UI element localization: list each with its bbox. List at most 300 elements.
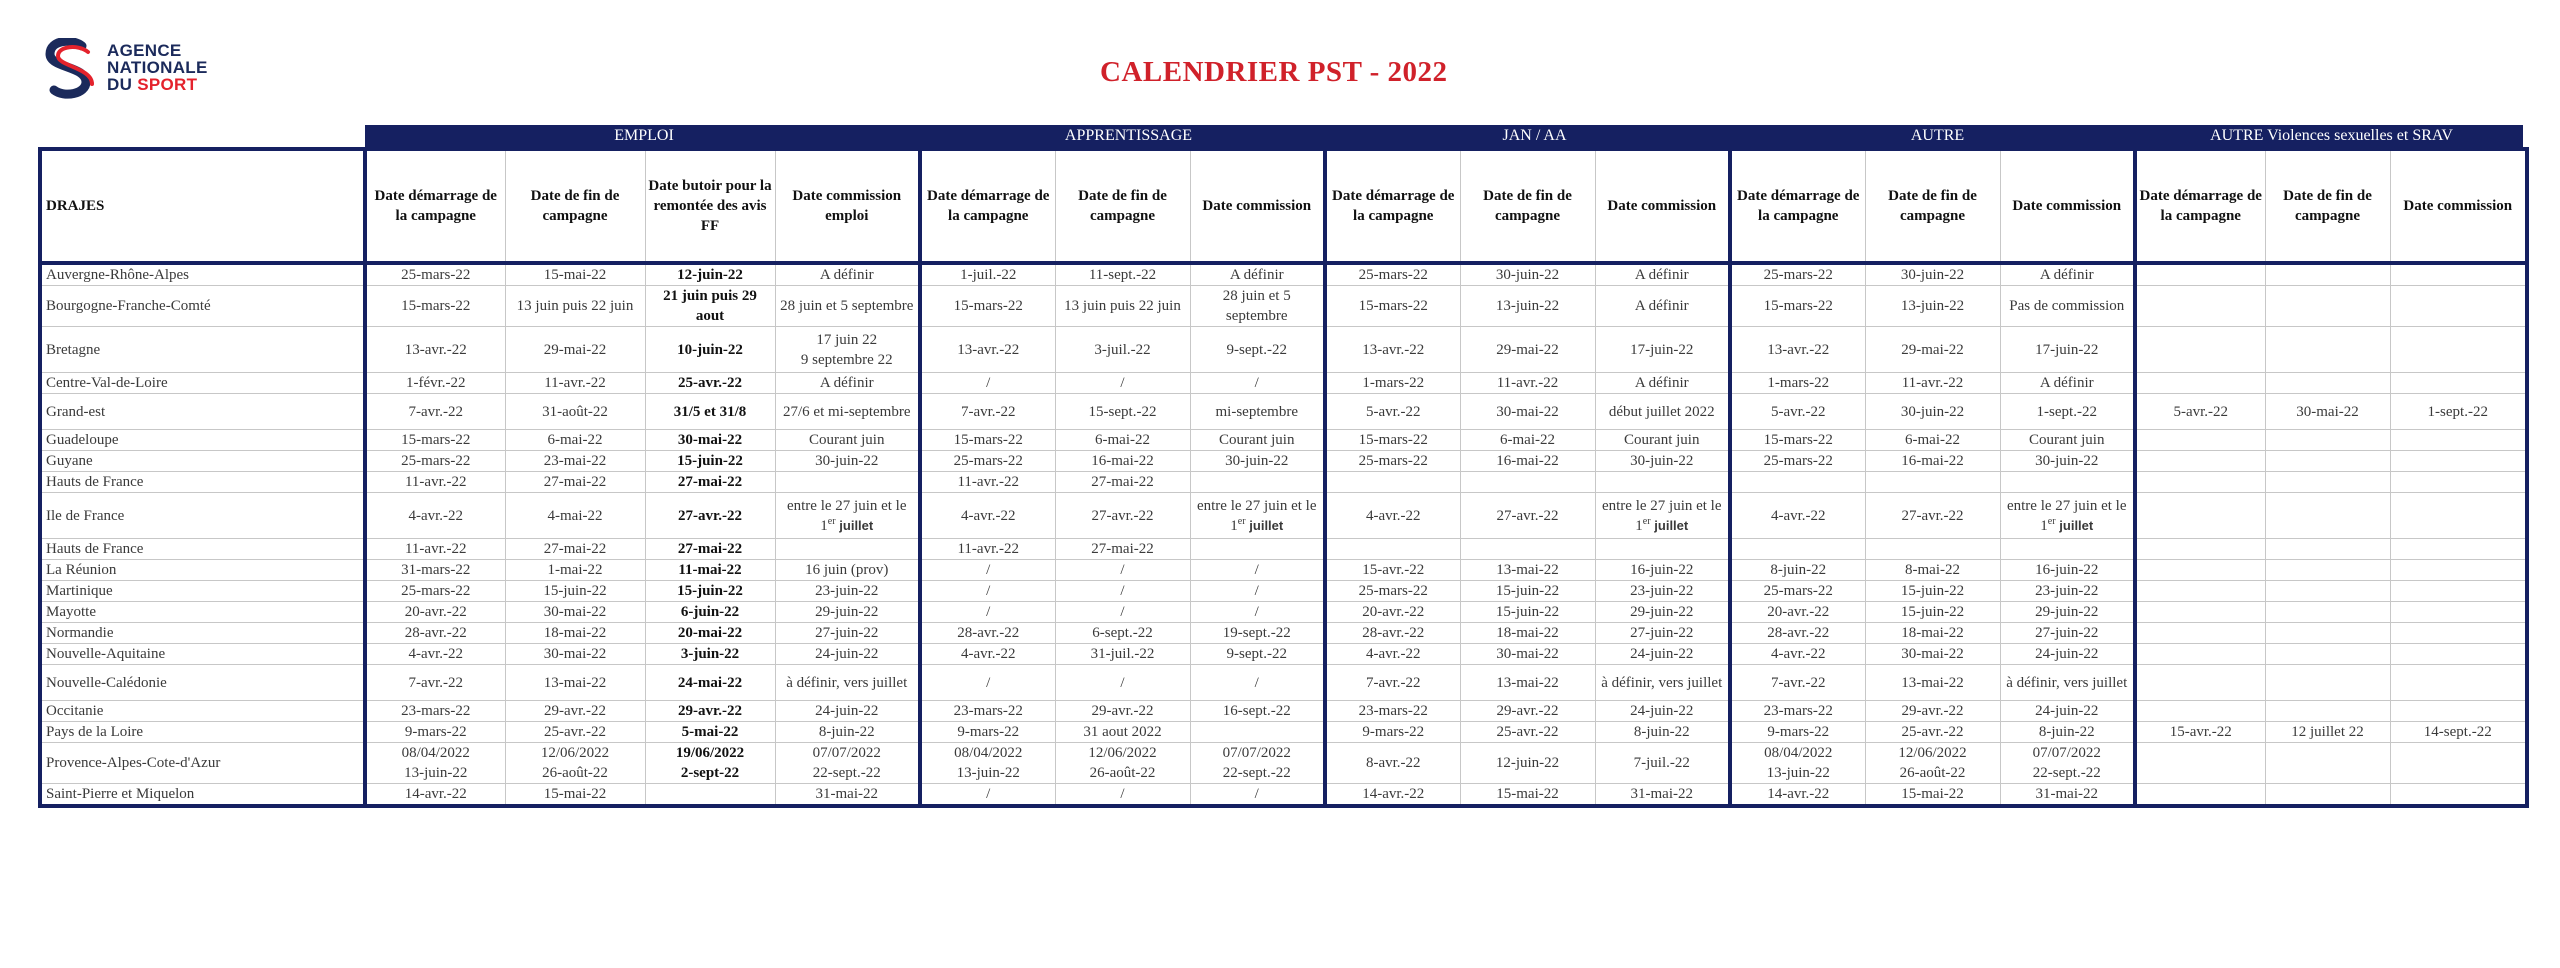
date-cell: 27-mai-22 xyxy=(505,472,645,493)
date-cell: 8-juin-22 xyxy=(1595,722,1730,743)
date-cell xyxy=(2390,539,2527,560)
date-cell xyxy=(2000,472,2135,493)
date-cell: 17 juin 22 9 septembre 22 xyxy=(775,327,920,373)
group-header-band xyxy=(365,125,2523,147)
date-cell xyxy=(2265,743,2390,784)
date-cell xyxy=(2135,286,2265,327)
date-cell: 31/5 et 31/8 xyxy=(645,394,775,430)
date-cell xyxy=(2265,286,2390,327)
date-cell: 13 juin puis 22 juin xyxy=(505,286,645,327)
date-cell xyxy=(2135,784,2265,807)
date-cell: 18-mai-22 xyxy=(505,623,645,644)
date-cell: 27-mai-22 xyxy=(1055,472,1190,493)
logo-line-1: AGENCE xyxy=(107,41,182,60)
column-header: Date de fin de campagne xyxy=(1865,149,2000,263)
date-cell: 11-mai-22 xyxy=(645,560,775,581)
date-cell: 15-sept.-22 xyxy=(1055,394,1190,430)
date-cell xyxy=(2265,430,2390,451)
date-cell: à définir, vers juillet xyxy=(775,665,920,701)
table-row xyxy=(40,327,2527,373)
date-cell: 11-avr.-22 xyxy=(505,373,645,394)
date-cell: 9-mars-22 xyxy=(365,722,505,743)
date-cell: 29-juin-22 xyxy=(2000,602,2135,623)
date-cell: 15-juin-22 xyxy=(645,451,775,472)
date-cell: 11-avr.-22 xyxy=(365,539,505,560)
date-cell: 6-sept.-22 xyxy=(1055,623,1190,644)
date-cell: A définir xyxy=(775,263,920,286)
date-cell xyxy=(2265,701,2390,722)
date-cell xyxy=(2135,472,2265,493)
date-cell xyxy=(2390,327,2527,373)
date-cell: 25-mars-22 xyxy=(365,581,505,602)
date-cell: entre le 27 juin et le 1er juillet xyxy=(2000,493,2135,539)
date-cell: 20-mai-22 xyxy=(645,623,775,644)
date-cell xyxy=(1730,539,1865,560)
table-row xyxy=(40,701,2527,722)
date-cell: 4-avr.-22 xyxy=(1325,493,1460,539)
date-cell xyxy=(2265,263,2390,286)
region-cell: Centre-Val-de-Loire xyxy=(40,373,365,394)
date-cell: 4-avr.-22 xyxy=(920,644,1055,665)
date-cell: 16-mai-22 xyxy=(1865,451,2000,472)
table-row xyxy=(40,430,2527,451)
date-cell: 27/6 et mi-septembre xyxy=(775,394,920,430)
date-cell: 5-mai-22 xyxy=(645,722,775,743)
date-cell: 13-avr.-22 xyxy=(365,327,505,373)
date-cell: 28 juin et 5 septembre xyxy=(1190,286,1325,327)
date-cell xyxy=(2390,701,2527,722)
group-autre: AUTRE xyxy=(1910,127,1965,144)
date-cell xyxy=(2135,623,2265,644)
date-cell: 11-avr.-22 xyxy=(1865,373,2000,394)
date-cell: 15-mars-22 xyxy=(1325,430,1460,451)
region-cell: Occitanie xyxy=(40,701,365,722)
date-cell: 4-mai-22 xyxy=(505,493,645,539)
table-row xyxy=(40,665,2527,701)
date-cell: 12 juillet 22 xyxy=(2265,722,2390,743)
date-cell: 25-avr.-22 xyxy=(1460,722,1595,743)
date-cell: 11-sept.-22 xyxy=(1055,263,1190,286)
date-cell: 30-juin-22 xyxy=(1460,263,1595,286)
date-cell: 07/07/2022 22-sept.-22 xyxy=(2000,743,2135,784)
date-cell: 27-mai-22 xyxy=(505,539,645,560)
date-cell: 30-juin-22 xyxy=(1190,451,1325,472)
group-autre-violences: AUTRE Violences sexuelles et SRAV xyxy=(2210,127,2453,144)
drajes-header: DRAJES xyxy=(40,149,365,263)
date-cell xyxy=(2390,743,2527,784)
date-cell xyxy=(2390,560,2527,581)
date-cell: 4-avr.-22 xyxy=(365,644,505,665)
date-cell xyxy=(2265,665,2390,701)
date-cell: 30-mai-22 xyxy=(505,602,645,623)
date-cell: / xyxy=(1190,665,1325,701)
date-cell: 6-juin-22 xyxy=(645,602,775,623)
date-cell: 14-avr.-22 xyxy=(1730,784,1865,807)
date-cell xyxy=(2390,451,2527,472)
date-cell: 29-juin-22 xyxy=(1595,602,1730,623)
date-cell: 6-mai-22 xyxy=(505,430,645,451)
date-cell: 16-juin-22 xyxy=(2000,560,2135,581)
date-cell xyxy=(2390,263,2527,286)
date-cell xyxy=(2390,644,2527,665)
column-header: Date de fin de campagne xyxy=(505,149,645,263)
date-cell: 15-mai-22 xyxy=(1865,784,2000,807)
date-cell: 27-avr.-22 xyxy=(645,493,775,539)
date-cell: 16-mai-22 xyxy=(1460,451,1595,472)
date-cell: 25-mars-22 xyxy=(920,451,1055,472)
table-row xyxy=(40,623,2527,644)
date-cell xyxy=(2390,665,2527,701)
date-cell: A définir xyxy=(775,373,920,394)
date-cell: 7-avr.-22 xyxy=(920,394,1055,430)
date-cell: 9-mars-22 xyxy=(920,722,1055,743)
date-cell: 28-avr.-22 xyxy=(920,623,1055,644)
date-cell: entre le 27 juin et le 1er juillet xyxy=(1190,493,1325,539)
table-row xyxy=(40,581,2527,602)
date-cell: Courant juin xyxy=(1595,430,1730,451)
date-cell: 11-avr.-22 xyxy=(1460,373,1595,394)
region-cell: Guyane xyxy=(40,451,365,472)
date-cell: 29-avr.-22 xyxy=(1055,701,1190,722)
date-cell: entre le 27 juin et le 1er juillet xyxy=(1595,493,1730,539)
date-cell: 9-sept.-22 xyxy=(1190,644,1325,665)
date-cell: 5-avr.-22 xyxy=(2135,394,2265,430)
date-cell: 31-mai-22 xyxy=(775,784,920,807)
table-row xyxy=(40,743,2527,784)
date-cell: 15-juin-22 xyxy=(1865,581,2000,602)
date-cell xyxy=(2135,539,2265,560)
date-cell: 12-juin-22 xyxy=(1460,743,1595,784)
date-cell: / xyxy=(1190,560,1325,581)
date-cell: 12/06/2022 26-août-22 xyxy=(505,743,645,784)
region-cell: Auvergne-Rhône-Alpes xyxy=(40,263,365,286)
date-cell: / xyxy=(1055,784,1190,807)
date-cell: 15-juin-22 xyxy=(1460,602,1595,623)
date-cell: 31-mars-22 xyxy=(365,560,505,581)
date-cell: 8-mai-22 xyxy=(1865,560,2000,581)
date-cell: 24-juin-22 xyxy=(775,701,920,722)
date-cell: 4-avr.-22 xyxy=(1325,644,1460,665)
region-cell: Hauts de France xyxy=(40,472,365,493)
date-cell: 15-mars-22 xyxy=(1730,430,1865,451)
date-cell: 12/06/2022 26-août-22 xyxy=(1865,743,2000,784)
date-cell: 15-mars-22 xyxy=(1325,286,1460,327)
date-cell xyxy=(1730,472,1865,493)
date-cell xyxy=(1460,539,1595,560)
date-cell: / xyxy=(920,784,1055,807)
date-cell: 1-sept.-22 xyxy=(2390,394,2527,430)
date-cell: 16-sept.-22 xyxy=(1190,701,1325,722)
date-cell: 15-juin-22 xyxy=(645,581,775,602)
table-row xyxy=(40,451,2527,472)
date-cell: 25-mars-22 xyxy=(1730,263,1865,286)
table-row xyxy=(40,560,2527,581)
date-cell: 16-mai-22 xyxy=(1055,451,1190,472)
logo-line-2: NATIONALE xyxy=(107,58,208,77)
date-cell: 15-juin-22 xyxy=(1460,581,1595,602)
date-cell xyxy=(645,784,775,807)
date-cell xyxy=(2265,644,2390,665)
column-header: Date butoir pour la remontée des avis FF xyxy=(645,149,775,263)
region-cell: Hauts de France xyxy=(40,539,365,560)
date-cell: 30-mai-22 xyxy=(645,430,775,451)
date-cell xyxy=(2390,373,2527,394)
date-cell: 08/04/2022 13-juin-22 xyxy=(1730,743,1865,784)
date-cell xyxy=(2265,327,2390,373)
table-row xyxy=(40,493,2527,539)
date-cell: 29-avr.-22 xyxy=(645,701,775,722)
date-cell: 31 aout 2022 xyxy=(1055,722,1190,743)
date-cell: 27-avr.-22 xyxy=(1055,493,1190,539)
date-cell: 08/04/2022 13-juin-22 xyxy=(365,743,505,784)
date-cell: 17-juin-22 xyxy=(2000,327,2135,373)
date-cell xyxy=(2265,539,2390,560)
region-cell: Martinique xyxy=(40,581,365,602)
date-cell xyxy=(1865,472,2000,493)
region-cell: Bretagne xyxy=(40,327,365,373)
date-cell: 25-mars-22 xyxy=(1325,263,1460,286)
date-cell: 27-avr.-22 xyxy=(1460,493,1595,539)
date-cell: / xyxy=(920,665,1055,701)
date-cell: 30-mai-22 xyxy=(505,644,645,665)
date-cell xyxy=(2000,539,2135,560)
date-cell: début juillet 2022 xyxy=(1595,394,1730,430)
date-cell xyxy=(2135,451,2265,472)
date-cell: à définir, vers juillet xyxy=(1595,665,1730,701)
date-cell xyxy=(1190,539,1325,560)
date-cell: 13-mai-22 xyxy=(1460,560,1595,581)
region-cell: Saint-Pierre et Miquelon xyxy=(40,784,365,807)
date-cell: / xyxy=(1055,581,1190,602)
date-cell: 27-juin-22 xyxy=(1595,623,1730,644)
date-cell: / xyxy=(1055,373,1190,394)
date-cell: 23-mars-22 xyxy=(920,701,1055,722)
table-row xyxy=(40,286,2527,327)
date-cell: 19/06/2022 2-sept-22 xyxy=(645,743,775,784)
date-cell: 7-avr.-22 xyxy=(1325,665,1460,701)
date-cell: 3-juil.-22 xyxy=(1055,327,1190,373)
date-cell: 23-juin-22 xyxy=(1595,581,1730,602)
region-cell: Normandie xyxy=(40,623,365,644)
date-cell: 13-avr.-22 xyxy=(1730,327,1865,373)
date-cell xyxy=(2135,263,2265,286)
date-cell xyxy=(1595,472,1730,493)
date-cell: 24-juin-22 xyxy=(1595,644,1730,665)
date-cell: 25-avr.-22 xyxy=(505,722,645,743)
date-cell: A définir xyxy=(2000,373,2135,394)
date-cell: 1-mars-22 xyxy=(1730,373,1865,394)
date-cell: 14-sept.-22 xyxy=(2390,722,2527,743)
region-cell: Nouvelle-Calédonie xyxy=(40,665,365,701)
date-cell xyxy=(2265,493,2390,539)
date-cell: 23-juin-22 xyxy=(2000,581,2135,602)
date-cell xyxy=(2135,602,2265,623)
date-cell xyxy=(2265,560,2390,581)
date-cell: 6-mai-22 xyxy=(1460,430,1595,451)
date-cell xyxy=(1325,472,1460,493)
header-row xyxy=(40,149,2527,263)
column-header: Date commission xyxy=(2390,149,2527,263)
table-row xyxy=(40,722,2527,743)
group-emploi: EMPLOI xyxy=(614,127,674,144)
logo xyxy=(42,38,242,108)
date-cell: 4-avr.-22 xyxy=(1730,644,1865,665)
date-cell xyxy=(1460,472,1595,493)
column-header: Date démarrage de la campagne xyxy=(1730,149,1865,263)
column-header: Date commission xyxy=(1190,149,1325,263)
date-cell xyxy=(2135,373,2265,394)
date-cell: 29-mai-22 xyxy=(1460,327,1595,373)
date-cell xyxy=(2390,430,2527,451)
date-cell: 11-avr.-22 xyxy=(920,472,1055,493)
date-cell: A définir xyxy=(1595,286,1730,327)
date-cell: 30-juin-22 xyxy=(1865,394,2000,430)
date-cell: 27-juin-22 xyxy=(2000,623,2135,644)
date-cell: 12-juin-22 xyxy=(645,263,775,286)
date-cell: 07/07/2022 22-sept.-22 xyxy=(1190,743,1325,784)
table-row xyxy=(40,602,2527,623)
date-cell xyxy=(2135,701,2265,722)
date-cell: 8-juin-22 xyxy=(1730,560,1865,581)
date-cell: 28 juin et 5 septembre xyxy=(775,286,920,327)
column-header: Date commission xyxy=(1595,149,1730,263)
date-cell: / xyxy=(920,373,1055,394)
date-cell: 20-avr.-22 xyxy=(365,602,505,623)
date-cell: 07/07/2022 22-sept.-22 xyxy=(775,743,920,784)
date-cell: 1-mars-22 xyxy=(1325,373,1460,394)
date-cell xyxy=(1595,539,1730,560)
table-row xyxy=(40,539,2527,560)
date-cell: 29-avr.-22 xyxy=(1460,701,1595,722)
table-row xyxy=(40,394,2527,430)
date-cell: 12/06/2022 26-août-22 xyxy=(1055,743,1190,784)
date-cell: 27-juin-22 xyxy=(775,623,920,644)
date-cell: 13-mai-22 xyxy=(1865,665,2000,701)
date-cell: 30-juin-22 xyxy=(2000,451,2135,472)
date-cell: à définir, vers juillet xyxy=(2000,665,2135,701)
date-cell xyxy=(2135,560,2265,581)
date-cell: 8-juin-22 xyxy=(2000,722,2135,743)
date-cell: 17-juin-22 xyxy=(1595,327,1730,373)
date-cell: 14-avr.-22 xyxy=(365,784,505,807)
date-cell: 24-juin-22 xyxy=(1595,701,1730,722)
date-cell: 25-mars-22 xyxy=(365,263,505,286)
date-cell: 25-mars-22 xyxy=(365,451,505,472)
region-cell: Mayotte xyxy=(40,602,365,623)
column-header: Date de fin de campagne xyxy=(1460,149,1595,263)
date-cell: / xyxy=(920,602,1055,623)
date-cell: 30-mai-22 xyxy=(2265,394,2390,430)
date-cell xyxy=(2265,472,2390,493)
date-cell: 16-juin-22 xyxy=(1595,560,1730,581)
date-cell xyxy=(2135,665,2265,701)
date-cell: 15-avr.-22 xyxy=(1325,560,1460,581)
date-cell: A définir xyxy=(2000,263,2135,286)
agence-logo-mark-icon xyxy=(42,38,98,100)
date-cell: 4-avr.-22 xyxy=(920,493,1055,539)
date-cell: 23-mai-22 xyxy=(505,451,645,472)
date-cell: 24-mai-22 xyxy=(645,665,775,701)
date-cell: 9-sept.-22 xyxy=(1190,327,1325,373)
date-cell xyxy=(2265,784,2390,807)
table-row xyxy=(40,263,2527,286)
date-cell: 30-mai-22 xyxy=(1460,394,1595,430)
date-cell xyxy=(2390,623,2527,644)
date-cell: 3-juin-22 xyxy=(645,644,775,665)
calendar-table xyxy=(38,147,2529,808)
group-apprentissage: APPRENTISSAGE xyxy=(1064,127,1193,144)
date-cell: 1-juil.-22 xyxy=(920,263,1055,286)
date-cell: Courant juin xyxy=(1190,430,1325,451)
date-cell: 6-mai-22 xyxy=(1055,430,1190,451)
date-cell: 28-avr.-22 xyxy=(365,623,505,644)
date-cell: A définir xyxy=(1190,263,1325,286)
date-cell: 9-mars-22 xyxy=(1730,722,1865,743)
date-cell: 24-juin-22 xyxy=(775,644,920,665)
date-cell: 15-mai-22 xyxy=(505,784,645,807)
date-cell: 31-août-22 xyxy=(505,394,645,430)
column-header: Date démarrage de la campagne xyxy=(1325,149,1460,263)
date-cell: 31-juil.-22 xyxy=(1055,644,1190,665)
date-cell: 30-juin-22 xyxy=(775,451,920,472)
date-cell: 5-avr.-22 xyxy=(1325,394,1460,430)
date-cell: 15-juin-22 xyxy=(505,581,645,602)
column-header: Date commission emploi xyxy=(775,149,920,263)
date-cell xyxy=(2265,602,2390,623)
date-cell xyxy=(2135,644,2265,665)
date-cell: 9-mars-22 xyxy=(1325,722,1460,743)
date-cell: 13-juin-22 xyxy=(1865,286,2000,327)
date-cell: 27-mai-22 xyxy=(1055,539,1190,560)
date-cell: / xyxy=(1055,602,1190,623)
date-cell: 14-avr.-22 xyxy=(1325,784,1460,807)
table-row xyxy=(40,644,2527,665)
date-cell: 13-avr.-22 xyxy=(920,327,1055,373)
date-cell xyxy=(2390,472,2527,493)
region-cell: Provence-Alpes-Cote-d'Azur xyxy=(40,743,365,784)
date-cell xyxy=(2265,451,2390,472)
date-cell: 16 juin (prov) xyxy=(775,560,920,581)
date-cell: 24-juin-22 xyxy=(2000,644,2135,665)
logo-wordmark xyxy=(107,42,208,93)
date-cell: 8-avr.-22 xyxy=(1325,743,1460,784)
date-cell: 18-mai-22 xyxy=(1460,623,1595,644)
date-cell xyxy=(1190,722,1325,743)
date-cell: 4-avr.-22 xyxy=(365,493,505,539)
date-cell: / xyxy=(1055,560,1190,581)
region-cell: Grand-est xyxy=(40,394,365,430)
date-cell: 21 juin puis 29 aout xyxy=(645,286,775,327)
date-cell: / xyxy=(1055,665,1190,701)
date-cell: 15-mars-22 xyxy=(920,286,1055,327)
date-cell xyxy=(2390,286,2527,327)
date-cell: 25-avr.-22 xyxy=(1865,722,2000,743)
date-cell xyxy=(2265,581,2390,602)
date-cell: Pas de commission xyxy=(2000,286,2135,327)
date-cell: / xyxy=(1190,784,1325,807)
table-row xyxy=(40,472,2527,493)
date-cell: 15-mars-22 xyxy=(920,430,1055,451)
date-cell: 27-mai-22 xyxy=(645,539,775,560)
date-cell: 08/04/2022 13-juin-22 xyxy=(920,743,1055,784)
table-row xyxy=(40,784,2527,807)
date-cell: 7-avr.-22 xyxy=(365,394,505,430)
date-cell: 15-mars-22 xyxy=(365,430,505,451)
date-cell: 29-mai-22 xyxy=(505,327,645,373)
date-cell xyxy=(2135,430,2265,451)
date-cell: 30-juin-22 xyxy=(1865,263,2000,286)
date-cell: 15-mars-22 xyxy=(365,286,505,327)
